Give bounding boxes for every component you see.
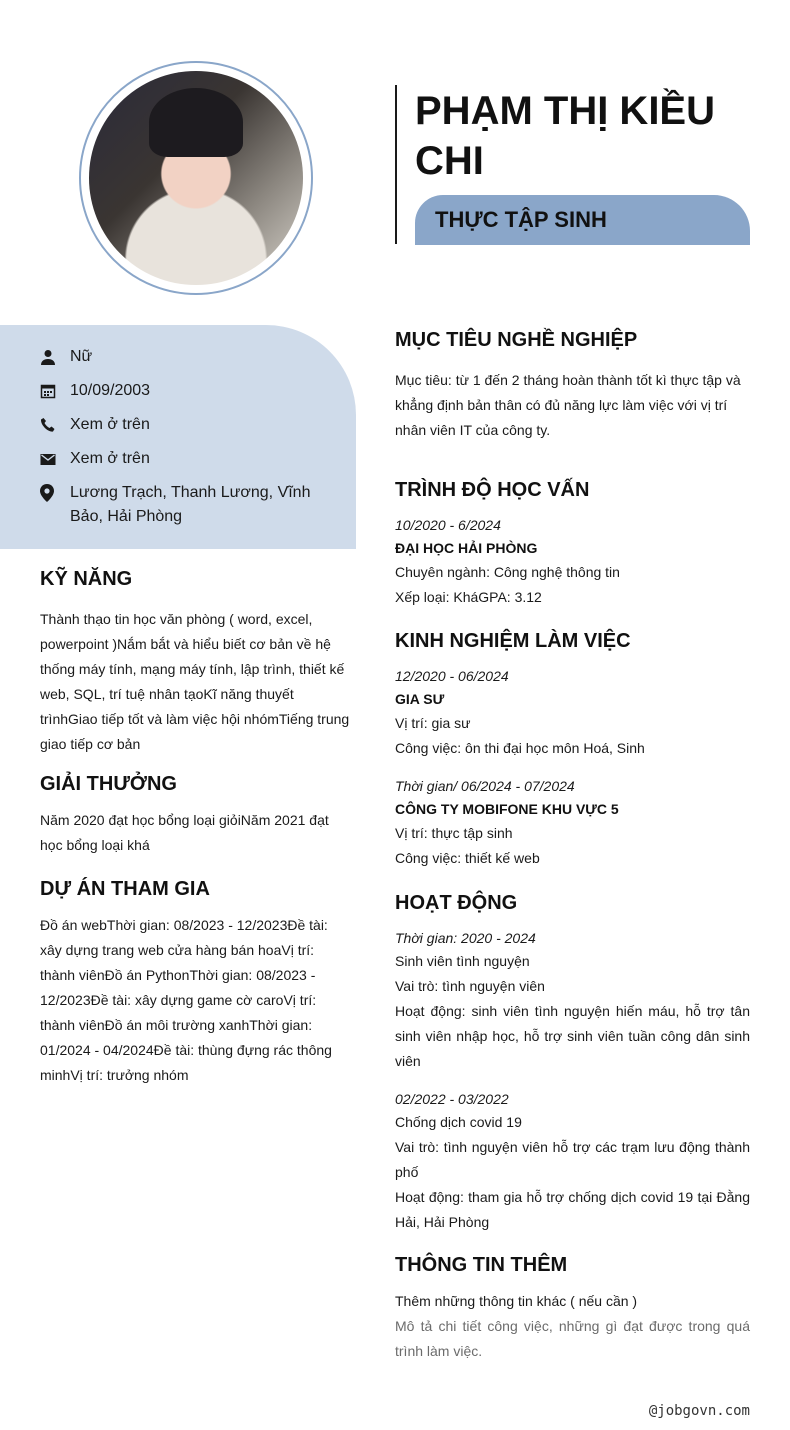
extra-section (395, 1251, 750, 1364)
person-icon (40, 345, 70, 369)
experience-position: Vị trí: gia sư (395, 715, 471, 731)
skills-heading: KỸ NĂNG (40, 568, 133, 590)
activities-heading: HOẠT ĐỘNG (395, 892, 518, 914)
experience-section (395, 627, 750, 871)
calendar-icon (40, 379, 70, 403)
projects-text: Đồ án webThời gian: 08/2023 - 12/2023Đề tài: xây dựng trang web cửa hàng bán hoaVị trí: thành viênĐồ án PythonThời gian: 08/2023 - 12/2023Đề tài: xây dựng game cờ caroVị trí: thành viênĐồ án môi trường xanhThời gian: 01/2024 - 04/2024Đề tài: thùng đựng rác thông minhVị trí: trưởng nhóm (40, 917, 332, 1083)
objective-heading: MỤC TIÊU NGHỀ NGHIỆP (395, 329, 638, 351)
name-divider (395, 85, 397, 244)
activity-title: Sinh viên tình nguyện (395, 953, 530, 969)
objective-section (395, 326, 750, 443)
education-school: ĐẠI HỌC HẢI PHÒNG (395, 540, 538, 556)
role-badge: THỰC TẬP SINH (415, 195, 750, 245)
avatar-frame (79, 61, 313, 295)
mail-icon (40, 447, 70, 471)
skills-section (40, 565, 352, 757)
contact-panel (0, 325, 356, 549)
location-pin-icon (40, 481, 70, 505)
projects-heading: DỰ ÁN THAM GIA (40, 878, 210, 900)
contact-phone: Xem ở trên (40, 413, 330, 437)
education-grade: Xếp loại: KháGPA: 3.12 (395, 589, 542, 605)
contact-birthdate: 10/09/2003 (40, 379, 330, 403)
experience-heading: KINH NGHIỆM LÀM VIỆC (395, 630, 631, 652)
experience-position: Vị trí: thực tập sinh (395, 825, 513, 841)
education-major: Chuyên ngành: Công nghệ thông tin (395, 564, 620, 580)
awards-section (40, 770, 352, 858)
profile-name: PHẠM THỊ KIỀU CHI (415, 89, 715, 183)
experience-date: Thời gian/ 06/2024 - 07/2024 (395, 778, 575, 794)
awards-text: Năm 2020 đạt học bổng loại giỏiNăm 2021 đạt học bổng loại khá (40, 812, 329, 853)
objective-text: Mục tiêu: từ 1 đến 2 tháng hoàn thành tốt kì thực tập và khẳng định bản thân có đủ năng lực làm việc với vị trí nhân viên IT của công ty. (395, 372, 741, 438)
activity-date: 02/2022 - 03/2022 (395, 1091, 509, 1107)
contact-gender: Nữ (40, 345, 330, 369)
education-date: 10/2020 - 6/2024 (395, 517, 501, 533)
education-heading: TRÌNH ĐỘ HỌC VẤN (395, 479, 590, 501)
activity-title: Chống dịch covid 19 (395, 1114, 522, 1130)
avatar (89, 71, 303, 285)
experience-date: 12/2020 - 06/2024 (395, 668, 509, 684)
education-section (395, 476, 750, 610)
phone-icon (40, 413, 70, 437)
experience-org: GIA SƯ (395, 691, 445, 707)
experience-item (395, 665, 750, 761)
footer-watermark: @jobgovn.com (648, 1403, 750, 1419)
experience-work: Công việc: thiết kế web (395, 850, 540, 866)
activity-detail: Hoạt động: tham gia hỗ trợ chống dịch covid 19 tại Đằng Hải, Hải Phòng (395, 1189, 750, 1230)
experience-item (395, 775, 750, 871)
activity-item (395, 927, 750, 1074)
activity-date: Thời gian: 2020 - 2024 (395, 930, 536, 946)
activities-section (395, 889, 750, 1235)
experience-work: Công việc: ôn thi đại học môn Hoá, Sinh (395, 740, 645, 756)
activity-item (395, 1088, 750, 1235)
activity-role: Vai trò: tình nguyện viên (395, 978, 545, 994)
skills-text: Thành thạo tin học văn phòng ( word, excel, powerpoint )Nắm bắt và hiểu biết cơ bản về hệ thống máy tính, mạng máy tính, lập trình, thiết kế web, SQL, trí tuệ nhân tạoKĩ năng thuyết trìnhGiao tiếp tốt và làm việc hội nhómTiếng trung giao tiếp cơ bản (40, 611, 350, 752)
contact-address: Lương Trạch, Thanh Lương, Vĩnh Bảo, Hải Phòng (40, 481, 330, 529)
extra-text: Thêm những thông tin khác ( nếu cần ) (395, 1293, 638, 1309)
activity-role: Vai trò: tình nguyện viên hỗ trợ các trạm lưu động thành phố (395, 1139, 750, 1180)
extra-hint: Mô tả chi tiết công việc, những gì đạt được trong quá trình làm việc. (395, 1318, 750, 1359)
contact-email: Xem ở trên (40, 447, 330, 471)
extra-heading: THÔNG TIN THÊM (395, 1254, 568, 1276)
projects-section (40, 875, 352, 1088)
awards-heading: GIẢI THƯỞNG (40, 773, 177, 795)
activity-detail: Hoạt động: sinh viên tình nguyện hiến máu, hỗ trợ tân sinh viên nhập học, hỗ trợ sinh viên tuần công dân sinh viên (395, 1003, 750, 1069)
experience-org: CÔNG TY MOBIFONE KHU VỰC 5 (395, 801, 619, 817)
